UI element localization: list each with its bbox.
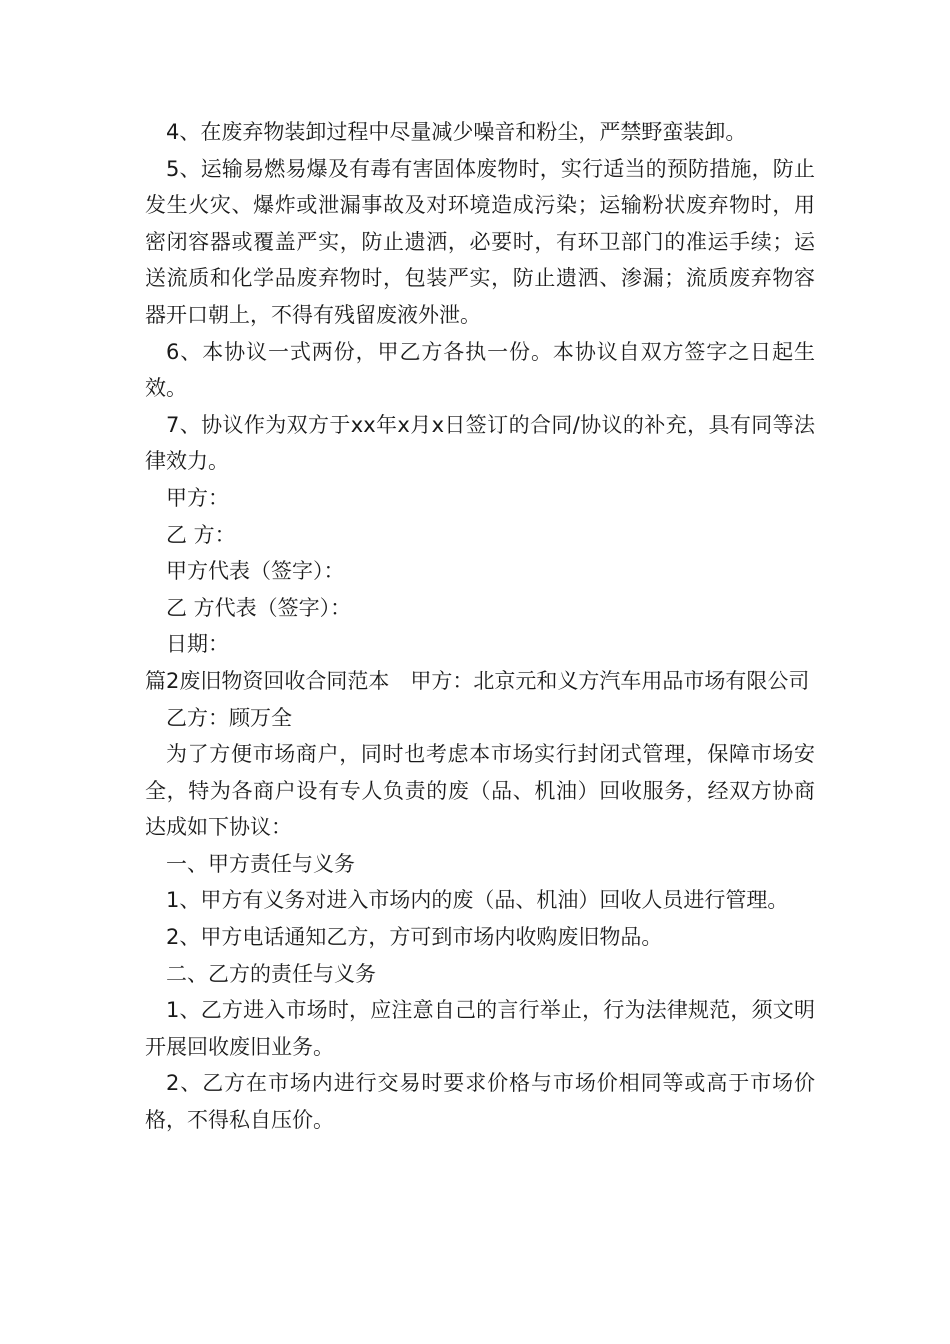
document-page [145,114,815,1139]
party-a-duty-2: 2、甲方电话通知乙方，方可到市场内收购废旧物品。 [166,925,663,950]
clause-4-paragraph: 4、在废弃物装卸过程中尽量减少噪音和粉尘，严禁野蛮装卸。 [166,120,747,144]
party-a-duties-heading: 一、甲方责任与义务 [166,851,355,876]
party-b-duties-heading: 二、乙方的责任与义务 [166,961,376,986]
clause-7-paragraph: 7、协议作为双方于xx年x月x日签订的合同/协议的补充，具有同等法律效力。 [145,412,815,474]
party-b-label: 乙 方： [166,522,236,547]
date-label: 日期： [166,632,229,657]
party-b-duty-2: 2、乙方在市场内进行交易时要求价格与市场价相同等或高于市场价格，不得私自压价。 [145,1071,815,1133]
clause-6-paragraph: 6、本协议一式两份，甲乙方各执一份。本协议自双方签字之日起生效。 [145,339,815,401]
clause-5-paragraph: 5、运输易燃易爆及有毒有害固体废物时，实行适当的预防措施，防止发生火灾、爆炸或泄漏事故及对环境造成污染；运输粉状废弃物时，用密闭容器或覆盖严实，防止遗洒，必要时，有环卫部门的准运手续；运送流质和化学品废弃物时，包装严实，防止遗洒、渗漏；流质废弃物容器开口朝上，不得有残留废液外泄。 [145,156,815,327]
preamble-paragraph: 为了方便市场商户，同时也考虑本市场实行封闭式管理，保障市场安全，特为各商户设有专人负责的废（品、机油）回收服务，经双方协商达成如下协议： [145,742,815,840]
party-a-duty-1: 1、甲方有义务对进入市场内的废（品、机油）回收人员进行管理。 [166,888,789,913]
party-b-name: 乙方：顾万全 [166,705,292,730]
party-b-duty-1: 1、乙方进入市场时，应注意自己的言行举止，行为法律规范，须文明开展回收废旧业务。 [145,998,815,1059]
section-2-heading: 篇2废旧物资回收合同范本 甲方：北京元和义方汽车用品市场有限公司 [145,668,810,693]
party-a-representative-signature: 甲方代表（签字）： [166,559,345,584]
party-a-label: 甲方： [166,485,229,510]
party-b-representative-signature: 乙 方代表（签字）： [166,595,352,620]
